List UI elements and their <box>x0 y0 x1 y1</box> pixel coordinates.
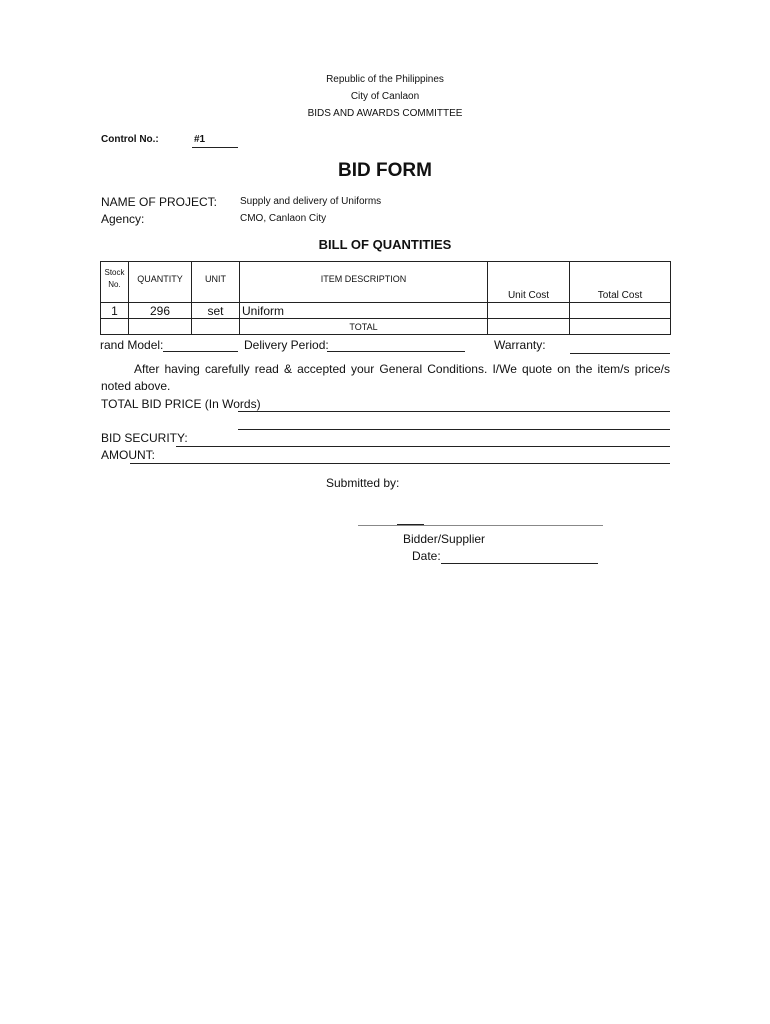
page-title: BID FORM <box>338 160 432 181</box>
total-bid-price-label: TOTAL BID PRICE (In Words) <box>101 397 261 411</box>
total-empty-quantity <box>129 319 192 335</box>
statement-line2: noted above. <box>101 379 171 393</box>
control-no-label: Control No.: <box>101 134 159 145</box>
row-total-cost[interactable] <box>570 303 671 319</box>
date-field[interactable] <box>441 563 598 564</box>
bidder-supplier-label: Bidder/Supplier <box>403 532 486 546</box>
boq-table <box>100 261 671 335</box>
bid-security-field[interactable] <box>176 446 670 447</box>
amount-field[interactable] <box>130 463 670 464</box>
control-no-value: #1 <box>194 134 206 145</box>
header-city: City of Canlaon <box>350 91 420 102</box>
project-name-value: Supply and delivery of Uniforms <box>240 196 382 207</box>
total-bid-price-field-2[interactable] <box>238 429 670 430</box>
bid-security-label: BID SECURITY: <box>101 431 188 445</box>
brand-model-label: rand Model: <box>100 338 164 352</box>
warranty-label: Warranty: <box>494 338 546 352</box>
col-total-cost-header: Total Cost <box>570 262 671 303</box>
col-unit-header: UNIT <box>192 262 240 303</box>
row-unit: set <box>192 303 240 319</box>
total-total-cost[interactable] <box>570 319 671 335</box>
header-republic: Republic of the Philippines <box>326 74 444 85</box>
total-empty-stock <box>101 319 129 335</box>
project-name-label: NAME OF PROJECT: <box>101 195 218 209</box>
delivery-period-label: Delivery Period: <box>244 338 329 352</box>
date-label: Date: <box>412 549 441 563</box>
col-unit-cost-header: Unit Cost <box>488 262 570 303</box>
total-row <box>101 319 671 335</box>
col-quantity-header: QUANTITY <box>129 262 192 303</box>
signature-line[interactable] <box>358 525 603 526</box>
table-row <box>101 303 671 319</box>
agency-label: Agency: <box>101 212 145 226</box>
total-unit-cost[interactable] <box>488 319 570 335</box>
warranty-field[interactable] <box>570 353 670 354</box>
row-unit-cost[interactable] <box>488 303 570 319</box>
control-no-underline <box>192 147 238 148</box>
statement-line1: After having carefully read & accepted your General Conditions. I/We quote on the item/s price/s <box>134 362 670 376</box>
statement-text <box>101 361 670 395</box>
boq-header-row <box>101 262 671 303</box>
total-empty-unit <box>192 319 240 335</box>
total-label: TOTAL <box>240 319 488 335</box>
brand-model-field[interactable] <box>163 351 238 352</box>
col-stock-header: Stock No. <box>101 262 129 303</box>
row-quantity: 296 <box>129 303 192 319</box>
delivery-period-field[interactable] <box>327 351 465 352</box>
signature-mark <box>397 524 424 525</box>
col-description-header: ITEM DESCRIPTION <box>240 262 488 303</box>
agency-value: CMO, Canlaon City <box>240 213 327 224</box>
header-committee: BIDS AND AWARDS COMMITTEE <box>307 108 463 119</box>
amount-label: AMOUNT: <box>101 448 155 462</box>
submitted-by-label: Submitted by: <box>326 476 400 490</box>
total-bid-price-field[interactable] <box>238 411 670 412</box>
row-stock: 1 <box>101 303 129 319</box>
boq-title: BILL OF QUANTITIES <box>318 237 452 252</box>
row-description: Uniform <box>240 303 488 319</box>
